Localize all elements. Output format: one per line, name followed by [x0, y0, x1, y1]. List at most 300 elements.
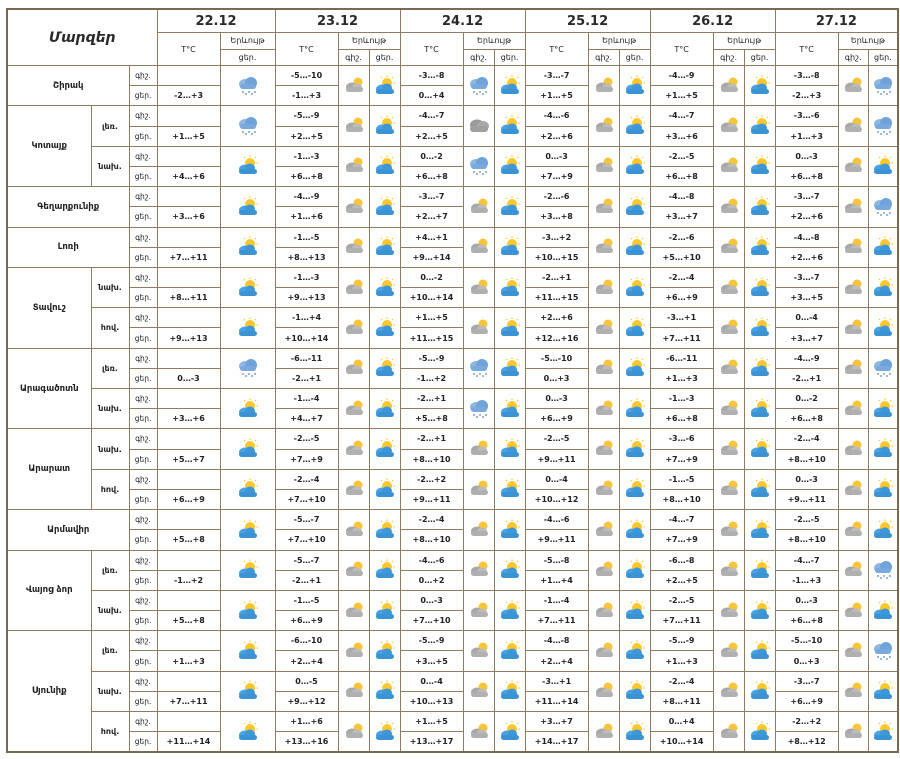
temp-cell: -4…-9	[275, 187, 338, 207]
zone-label: նախ.	[91, 146, 129, 186]
weather-cell	[338, 550, 369, 590]
temp-cell: +7…+9	[525, 166, 588, 186]
region-name: Գեղարքունիք	[7, 187, 129, 227]
cloudy-sun-icon	[341, 566, 367, 585]
weather-cell	[868, 631, 898, 671]
weather-cell	[463, 429, 494, 469]
weather-cell	[619, 510, 650, 550]
weather-cell	[338, 267, 369, 307]
cloudy-sun-icon	[341, 687, 367, 706]
temp-cell	[157, 66, 220, 86]
sun-cloud-icon	[497, 566, 523, 585]
weather-cell	[369, 267, 400, 307]
time-label: ցեր.	[129, 247, 157, 267]
weather-cell	[744, 389, 775, 429]
cloudy-sun-icon	[716, 324, 742, 343]
weather-cell	[713, 631, 744, 671]
weather-cell	[220, 590, 275, 630]
temp-cell: +3…+7	[525, 712, 588, 732]
temp-cell: -2…-4	[650, 671, 713, 691]
time-label: ցեր.	[129, 166, 157, 186]
temp-cell: 0…+3	[525, 368, 588, 388]
temp-cell: +11…+15	[525, 288, 588, 308]
table-row	[7, 146, 898, 166]
phenomenon-header: Երևույթ	[838, 33, 898, 49]
table-row	[7, 348, 898, 368]
zone-label: նախ.	[91, 267, 129, 307]
temp-cell: +5…+8	[157, 530, 220, 550]
cloudy-sun-icon	[341, 607, 367, 626]
temp-cell: -6…-8	[650, 550, 713, 570]
temp-cell: +5…+10	[650, 247, 713, 267]
weather-cell	[463, 187, 494, 227]
weather-cell	[494, 146, 525, 186]
temp-cell: -4…-9	[650, 66, 713, 86]
snow-cloud-icon	[466, 364, 492, 383]
temp-cell: +8…+13	[275, 247, 338, 267]
temp-cell	[157, 429, 220, 449]
cloudy-sun-icon	[840, 162, 866, 181]
temp-cell: -2…+1	[525, 267, 588, 287]
cloudy-sun-icon	[840, 566, 866, 585]
weather-cell	[868, 712, 898, 752]
temp-cell: +8…+10	[650, 489, 713, 509]
weather-cell	[369, 671, 400, 711]
cloudy-sun-icon	[591, 647, 617, 666]
zone-label: նախ.	[91, 389, 129, 429]
temp-cell: -5…-9	[275, 106, 338, 126]
day-subheader: ցեր.	[744, 49, 775, 65]
temp-cell: -2…+1	[400, 429, 463, 449]
snow-cloud-icon	[870, 203, 896, 222]
table-row	[7, 590, 898, 610]
sun-cloud-icon	[870, 526, 896, 545]
temp-cell: +7…+10	[275, 530, 338, 550]
weather-cell	[838, 187, 868, 227]
weather-cell	[744, 590, 775, 630]
sun-cloud-icon	[870, 687, 896, 706]
sun-cloud-icon	[372, 445, 398, 464]
cloudy-sun-icon	[840, 485, 866, 504]
phenomenon-header: Երևույթ	[220, 33, 275, 49]
cloudy-sun-icon	[591, 82, 617, 101]
cloudy-sun-icon	[716, 526, 742, 545]
day-subheader: ցեր.	[619, 49, 650, 65]
weather-cell	[588, 267, 619, 307]
weather-cell	[369, 550, 400, 590]
temp-cell: +1…+3	[157, 651, 220, 671]
sun-cloud-icon	[622, 405, 648, 424]
weather-cell	[494, 106, 525, 146]
temp-cell: +2…+6	[775, 247, 838, 267]
cloudy-sun-icon	[840, 728, 866, 747]
snow-cloud-icon	[466, 82, 492, 101]
sun-cloud-icon	[235, 324, 261, 343]
weather-cell	[338, 187, 369, 227]
weather-cell	[838, 550, 868, 590]
weather-cell	[463, 348, 494, 388]
temp-cell: -5…-10	[275, 66, 338, 86]
cloudy-sun-icon	[466, 647, 492, 666]
snow-cloud-icon	[466, 162, 492, 181]
temp-cell: 0…-3	[525, 389, 588, 409]
weather-cell	[868, 227, 898, 267]
sun-cloud-icon	[747, 324, 773, 343]
weather-cell	[838, 429, 868, 469]
sun-cloud-icon	[622, 566, 648, 585]
weather-cell	[494, 631, 525, 671]
weather-cell	[463, 66, 494, 106]
sun-cloud-icon	[497, 647, 523, 666]
weather-cell	[588, 590, 619, 630]
cloudy-sun-icon	[716, 364, 742, 383]
cloudy-sun-icon	[591, 405, 617, 424]
temp-cell: +11…+15	[400, 328, 463, 348]
sun-cloud-icon	[622, 526, 648, 545]
temp-cell	[157, 671, 220, 691]
temp-cell: -4…-9	[775, 348, 838, 368]
weather-cell	[369, 66, 400, 106]
cloudy-sun-icon	[591, 364, 617, 383]
weather-cell	[463, 389, 494, 429]
weather-cell	[588, 348, 619, 388]
weather-cell	[369, 712, 400, 752]
weather-cell	[338, 429, 369, 469]
phenomenon-header: Երևույթ	[463, 33, 525, 49]
temp-cell: -2…-5	[275, 429, 338, 449]
date-header: 26.12	[650, 9, 775, 33]
temp-cell: +13…+16	[275, 732, 338, 752]
weather-cell	[588, 66, 619, 106]
cloudy-sun-icon	[466, 607, 492, 626]
weather-cell	[868, 106, 898, 146]
temp-cell: 0…-3	[775, 590, 838, 610]
weather-cell	[494, 550, 525, 590]
zone-label: հով.	[91, 308, 129, 348]
zone-label: նախ.	[91, 429, 129, 469]
temp-cell: +7…+10	[400, 611, 463, 631]
temp-cell: -2…-5	[525, 429, 588, 449]
snow-cloud-icon	[870, 364, 896, 383]
zone-label: հով.	[91, 712, 129, 752]
weather-cell	[338, 146, 369, 186]
temp-cell: +1…+3	[650, 651, 713, 671]
temp-cell	[157, 227, 220, 247]
temp-cell: +2…+5	[275, 126, 338, 146]
time-label: գիշ.	[129, 66, 157, 86]
temp-cell: +1…+5	[157, 126, 220, 146]
sun-cloud-icon	[372, 566, 398, 585]
sun-cloud-icon	[372, 364, 398, 383]
zone-label: լեռ.	[91, 348, 129, 388]
day-subheader: ցեր.	[369, 49, 400, 65]
region-name: Տավուշ	[7, 267, 91, 348]
cloudy-sun-icon	[716, 243, 742, 262]
weather-cell	[713, 469, 744, 509]
temp-cell: 0…-3	[775, 469, 838, 489]
table-row	[7, 429, 898, 449]
temp-cell: 0…-3	[157, 368, 220, 388]
grey-cloud-icon	[466, 122, 492, 141]
temp-cell: -5…-7	[275, 510, 338, 530]
cloudy-sun-icon	[840, 687, 866, 706]
temp-cell: +1…+5	[650, 86, 713, 106]
temp-cell: -1…+3	[275, 86, 338, 106]
weather-cell	[744, 550, 775, 590]
zone-label: լեռ.	[91, 631, 129, 671]
temp-cell: +6…+8	[650, 166, 713, 186]
sun-cloud-icon	[372, 687, 398, 706]
temp-cell: +1…+3	[775, 126, 838, 146]
weather-cell	[463, 227, 494, 267]
sun-cloud-icon	[870, 284, 896, 303]
cloudy-sun-icon	[591, 526, 617, 545]
temp-cell: -3…-8	[400, 66, 463, 86]
region-name: Արարատ	[7, 429, 91, 510]
temp-cell: 0…-4	[400, 671, 463, 691]
temp-cell: -4…-6	[400, 550, 463, 570]
table-row	[7, 66, 898, 86]
weather-cell	[744, 671, 775, 711]
weather-cell	[220, 671, 275, 711]
weather-cell	[369, 308, 400, 348]
temp-cell: 0…-4	[775, 308, 838, 328]
weather-cell	[588, 469, 619, 509]
weather-cell	[619, 590, 650, 630]
cloudy-sun-icon	[591, 162, 617, 181]
zone-label: նախ.	[91, 590, 129, 630]
weather-cell	[619, 227, 650, 267]
temp-cell	[157, 348, 220, 368]
weather-cell	[744, 146, 775, 186]
sun-cloud-icon	[870, 445, 896, 464]
temp-cell: 0…+4	[400, 86, 463, 106]
temp-cell: -2…-4	[275, 469, 338, 489]
weather-cell	[338, 389, 369, 429]
temp-cell: -2…-5	[775, 510, 838, 530]
cloudy-sun-icon	[840, 324, 866, 343]
sun-cloud-icon	[372, 162, 398, 181]
sun-cloud-icon	[870, 607, 896, 626]
weather-cell	[494, 590, 525, 630]
night-subheader: գիշ.	[338, 49, 369, 65]
cloudy-sun-icon	[716, 485, 742, 504]
sun-cloud-icon	[622, 324, 648, 343]
temp-cell: 0…-3	[400, 590, 463, 610]
temp-header: T°C	[525, 33, 588, 66]
time-label: ցեր.	[129, 368, 157, 388]
temp-cell: 0…-2	[400, 146, 463, 166]
sun-cloud-icon	[622, 203, 648, 222]
table-row	[7, 469, 898, 489]
sun-cloud-icon	[622, 728, 648, 747]
temp-cell: -2…+3	[157, 86, 220, 106]
cloudy-sun-icon	[840, 526, 866, 545]
temp-cell: +2…+4	[525, 651, 588, 671]
weather-cell	[713, 227, 744, 267]
temp-cell: +10…+14	[400, 288, 463, 308]
cloudy-sun-icon	[716, 607, 742, 626]
sun-cloud-icon	[235, 405, 261, 424]
day-subheader: ցեր.	[868, 49, 898, 65]
temp-cell: +2…+4	[275, 651, 338, 671]
weather-cell	[868, 469, 898, 509]
cloudy-sun-icon	[591, 243, 617, 262]
weather-cell	[713, 712, 744, 752]
temp-cell: +9…+11	[525, 530, 588, 550]
cloudy-sun-icon	[840, 607, 866, 626]
sun-cloud-icon	[870, 324, 896, 343]
weather-cell	[744, 106, 775, 146]
weather-cell	[338, 510, 369, 550]
time-label: գիշ.	[129, 631, 157, 651]
time-label: ցեր.	[129, 288, 157, 308]
weather-cell	[588, 510, 619, 550]
weather-cell	[369, 146, 400, 186]
time-label: գիշ.	[129, 590, 157, 610]
snow-cloud-icon	[235, 82, 261, 101]
cloudy-sun-icon	[466, 485, 492, 504]
temp-cell: -6…-11	[650, 348, 713, 368]
time-label: գիշ.	[129, 429, 157, 449]
weather-cell	[619, 389, 650, 429]
weather-cell	[588, 712, 619, 752]
weather-cell	[868, 389, 898, 429]
time-label: գիշ.	[129, 348, 157, 368]
sun-cloud-icon	[235, 607, 261, 626]
cloudy-sun-icon	[716, 728, 742, 747]
cloudy-sun-icon	[591, 445, 617, 464]
region-name: Արմավիր	[7, 510, 129, 550]
temp-cell: +7…+11	[525, 611, 588, 631]
temp-cell	[157, 267, 220, 287]
time-label: ցեր.	[129, 570, 157, 590]
time-label: գիշ.	[129, 510, 157, 530]
temp-cell: 0…-3	[775, 146, 838, 166]
temp-cell: +13…+17	[400, 732, 463, 752]
sun-cloud-icon	[235, 445, 261, 464]
weather-cell	[338, 348, 369, 388]
temp-cell: +9…+13	[157, 328, 220, 348]
temp-cell: +3…+5	[775, 288, 838, 308]
time-label: ցեր.	[129, 732, 157, 752]
weather-cell	[713, 671, 744, 711]
weather-cell	[220, 348, 275, 388]
weather-cell	[220, 712, 275, 752]
temp-cell: +7…+9	[650, 530, 713, 550]
weather-cell	[838, 66, 868, 106]
temp-cell: +7…+11	[157, 691, 220, 711]
temp-cell: +3…+8	[525, 207, 588, 227]
sun-cloud-icon	[747, 687, 773, 706]
sun-cloud-icon	[747, 284, 773, 303]
sun-cloud-icon	[747, 485, 773, 504]
sun-cloud-icon	[372, 485, 398, 504]
weather-cell	[838, 631, 868, 671]
temp-cell: -1…-4	[525, 590, 588, 610]
temp-cell: -2…-6	[650, 227, 713, 247]
weather-cell	[588, 106, 619, 146]
sun-cloud-icon	[870, 405, 896, 424]
table-row	[7, 106, 898, 126]
sun-cloud-icon	[497, 284, 523, 303]
regions-header: Մարզեր	[7, 9, 157, 66]
time-label: գիշ.	[129, 106, 157, 126]
temp-cell: -2…+2	[400, 469, 463, 489]
weather-cell	[713, 106, 744, 146]
temp-cell: -2…-5	[650, 590, 713, 610]
cloudy-sun-icon	[466, 526, 492, 545]
day-subheader: ցեր.	[494, 49, 525, 65]
weather-cell	[220, 227, 275, 267]
temp-cell: +8…+11	[650, 691, 713, 711]
cloudy-sun-icon	[341, 526, 367, 545]
weather-cell	[494, 510, 525, 550]
temp-cell: -2…-6	[525, 187, 588, 207]
table-row	[7, 712, 898, 732]
temp-cell: -3…-7	[400, 187, 463, 207]
cloudy-sun-icon	[591, 122, 617, 141]
weather-cell	[619, 631, 650, 671]
temp-cell: -2…-4	[650, 267, 713, 287]
weather-cell	[369, 469, 400, 509]
time-label: ցեր.	[129, 449, 157, 469]
sun-cloud-icon	[622, 364, 648, 383]
weather-cell	[220, 510, 275, 550]
weather-cell	[338, 66, 369, 106]
sun-cloud-icon	[497, 405, 523, 424]
temp-cell: -5…-9	[650, 631, 713, 651]
weather-cell	[868, 66, 898, 106]
table-row	[7, 671, 898, 691]
weather-cell	[713, 146, 744, 186]
weather-cell	[744, 187, 775, 227]
sun-cloud-icon	[870, 728, 896, 747]
temp-cell: +1…+4	[525, 570, 588, 590]
temp-cell	[157, 631, 220, 651]
temp-cell: +8…+10	[775, 449, 838, 469]
cloudy-sun-icon	[716, 445, 742, 464]
temp-cell: +6…+8	[400, 166, 463, 186]
cloudy-sun-icon	[840, 284, 866, 303]
temp-cell: -1…-5	[275, 590, 338, 610]
sun-cloud-icon	[497, 122, 523, 141]
sun-cloud-icon	[747, 405, 773, 424]
weather-cell	[838, 308, 868, 348]
temp-cell: -4…-7	[650, 106, 713, 126]
temp-cell: -3…-7	[775, 187, 838, 207]
weather-cell	[220, 187, 275, 227]
weather-cell	[744, 66, 775, 106]
temp-cell: -6…-11	[275, 348, 338, 368]
temp-cell: -3…+1	[525, 671, 588, 691]
weather-cell	[369, 389, 400, 429]
snow-cloud-icon	[870, 647, 896, 666]
weather-cell	[713, 66, 744, 106]
cloudy-sun-icon	[591, 203, 617, 222]
snow-cloud-icon	[235, 364, 261, 383]
weather-cell	[713, 590, 744, 630]
cloudy-sun-icon	[716, 122, 742, 141]
snow-cloud-icon	[235, 122, 261, 141]
weather-cell	[369, 227, 400, 267]
weather-cell	[369, 631, 400, 671]
temp-cell: +9…+11	[525, 449, 588, 469]
temp-cell: +14…+17	[525, 732, 588, 752]
table-row	[7, 308, 898, 328]
temp-cell: -4…-6	[525, 106, 588, 126]
temp-cell: +12…+16	[525, 328, 588, 348]
